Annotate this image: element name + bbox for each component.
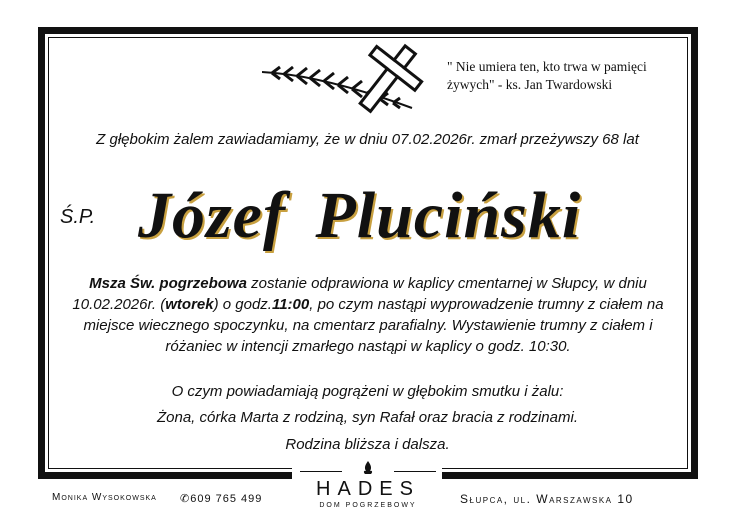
- footer-address: Słupca, ul. Warszawska 10: [460, 492, 634, 506]
- quote: [447, 58, 687, 94]
- weekday: wtorek: [165, 296, 214, 313]
- mass-label: Msza Św. pogrzebowa: [89, 275, 247, 292]
- cross-with-palm-icon: [262, 38, 442, 118]
- funeral-details: [62, 273, 674, 357]
- announcement-intro: Z głębokim żalem zawiadamiamy, że w dniu 07.02.2026r. zmarł przeżywszy 68 lat: [96, 131, 639, 148]
- closing-line-2: Żona, córka Marta z rodziną, syn Rafał oraz bracia z rodzinami.: [156, 409, 578, 426]
- closing-line-1: O czym powiadamiają pogrążeni w głębokim smutku i żalu:: [171, 383, 564, 400]
- quote-line-2: żywych" - ks. Jan Twardowski: [447, 77, 613, 92]
- quote-line-1: " Nie umiera ten, kto trwa w pamięci: [447, 59, 647, 74]
- prefix-sp: Ś.P.: [60, 206, 96, 228]
- deceased-name: Józef Pluciński: [138, 179, 582, 252]
- footer-person: Monika Wysokowska: [52, 492, 157, 503]
- phone-icon: ✆: [180, 493, 191, 505]
- footer-phone: [180, 492, 262, 505]
- mass-time: 11:00: [271, 296, 310, 313]
- logo-subtitle: DOM POGRZEBOWY: [319, 502, 417, 509]
- footer-phone-number: 609 765 499: [190, 493, 263, 505]
- details-part-1: zostanie odprawiona w kaplicy cmentarnej w Słupcy, w dniu 10.02.2026r. (: [72, 275, 647, 313]
- details-part-2: ) o godz.: [213, 296, 272, 313]
- logo-name: HADES: [316, 478, 420, 500]
- hades-logo: [300, 458, 436, 514]
- closing-line-3: Rodzina bliższa i dalsza.: [285, 436, 450, 453]
- details-part-3: , po czym nastąpi wyprowadzenie trumny z ciałem na miejsce wiecznego spoczynku, na cmentarz parafialny. Wystawienie trumny z ciałem i różaniec w intencji zmarłego nastąpi w kaplicy o godz. 10:30.: [83, 296, 664, 355]
